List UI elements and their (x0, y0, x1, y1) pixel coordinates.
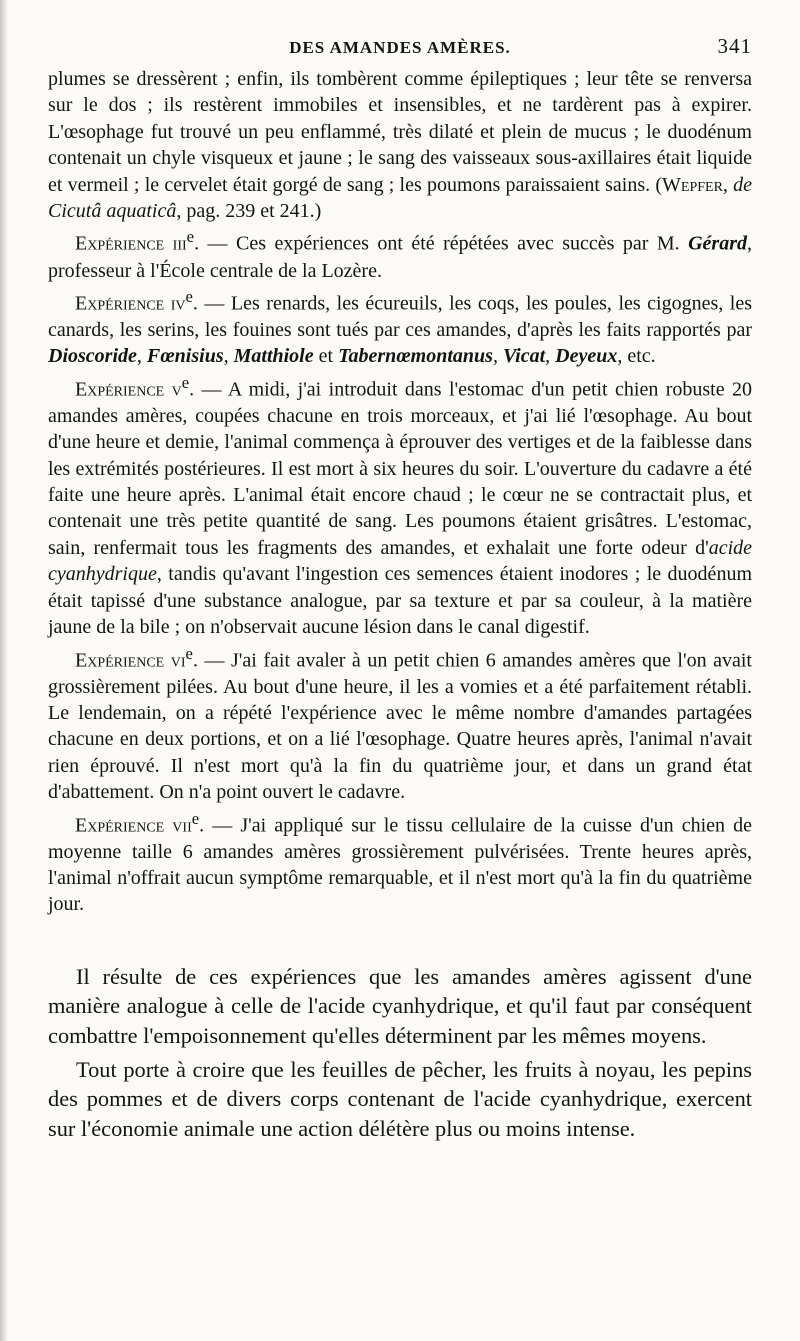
conclusion-paragraph-2: Tout porte à croire que les feuilles de pêcher, les fruits à noyau, les pepins des pommes et de divers corps contenant de l'acide cyanhydrique, exercent sur l'économie animale une action délétère plus ou moins intense. (48, 1056, 752, 1141)
citation-author: Wepfer (662, 173, 723, 196)
experience-label: Expérience iii (75, 233, 187, 256)
page-shadow (0, 0, 8, 1341)
experience-6: Expérience $vi^e$. — J'ai fait avaler à un petit chien 6 amandes amères que l'on avait grossièrement pilées. Au bout d'une heure, il les a vomies et a été parfaitement rétabli. Le lendemain, on a répété l'expérience avec le même nombre d'amandes partagées chacune en deux portions, et on a lié l'œsophage. Quatre heures après, l'animal n'avait rien éprouvé. Il n'est mort qu'à la fin du quatrième jour, et dans un grand état d'abattement. On n'a point ouvert le cadavre. (48, 643, 752, 804)
experience-label: Expérience vii (75, 814, 192, 837)
running-title: DES AMANDES AMÈRES. (289, 38, 511, 57)
experience-label: Expérience iv (75, 292, 186, 315)
experience-label: Expérience v (75, 378, 182, 401)
paragraph-continued: plumes se dressèrent ; enfin, ils tombèrent comme épileptiques ; leur tête se renversa sur le dos ; ils restèrent immobiles et insensibles, et ne tardèrent pas à expirer. L'œsophage fut trouvé un peu enflammé, très dilaté et plein de mucus ; le duodénum contenait un chyle visqueux et jaune ; le sang des vaisseaux sous-axillaires était liquide et vermeil ; le cervelet était gorgé de sang ; les poumons paraissaient sains. (Wepfer, de Cicutâ aquaticâ, pag. 239 et 241.) (48, 68, 753, 223)
experience-5: Expérience $v^e$. — A midi, j'ai introduit dans l'estomac d'un petit chien robuste 20 amandes amères, coupées chacune en trois morceaux, et j'ai lié l'œsophage. Au bout d'une heure et demie, l'animal commença à éprouver des vertiges et de la faiblesse dans les extrémités postérieures. Il est mort à six heures du soir. L'ouverture du cadavre a été faite une heure après. L'animal était encore chaud ; le cœur ne se contractait plus, et contenait une très petite quantité de sang. Les poumons étaient grisâtres. L'estomac, sain, renfermait tous les fragments des amandes, et exhalait une forte odeur d'acide cyanhydrique, tandis qu'avant l'ingestion ces semences étaient inodores ; le duodénum était tapissé d'une substance analogue, par sa texture et par sa couleur, à la matière jaune de la bile ; on n'observait aucune lésion dans le canal digestif. (48, 372, 753, 639)
page-header (48, 30, 752, 66)
experiments-section (48, 66, 752, 918)
experience-7: Expérience vii$^e$. — J'ai appliqué sur le tissu cellulaire de la cuisse d'un chien de moyenne taille 6 amandes amères grossièrement pulvérisées. Trente heures après, l'animal n'offrait aucun symptôme remarquable, et il n'est mort qu'à la fin du quatrième jour. (48, 808, 752, 916)
experience-3: Expérience iii$^e$. — Ces expériences ont été répétées avec succès par M. Gérard, professeur à l'École centrale de la Lozère. (48, 227, 752, 282)
experience-label: Expérience vi (75, 649, 186, 672)
chemical-name: acide cyanhydrique (48, 536, 752, 586)
conclusion-paragraph-1: Il résulte de ces expériences que les amandes amères agissent d'une manière analogue à celle de l'acide cyanhydrique, et qu'il faut par conséquent combattre l'empoisonnement qu'elles déterminent par les mêmes moyens. (48, 963, 752, 1049)
experience-4: Expérience $iv^e$. — Les renards, les écureuils, les coqs, les poules, les cigognes, les canards, les serins, les fouines sont tués par ces amandes, d'après les faits rapportés par Dioscoride, Fœnisius, Matthiole et Tabernœmontanus, Vicat, Deyeux, etc. (48, 286, 752, 368)
conclusion-section (48, 962, 752, 1144)
citation-work: de Cicutâ aquaticâ (48, 173, 753, 223)
page-number: 341 (717, 34, 752, 58)
person-name: Gérard (688, 233, 747, 256)
